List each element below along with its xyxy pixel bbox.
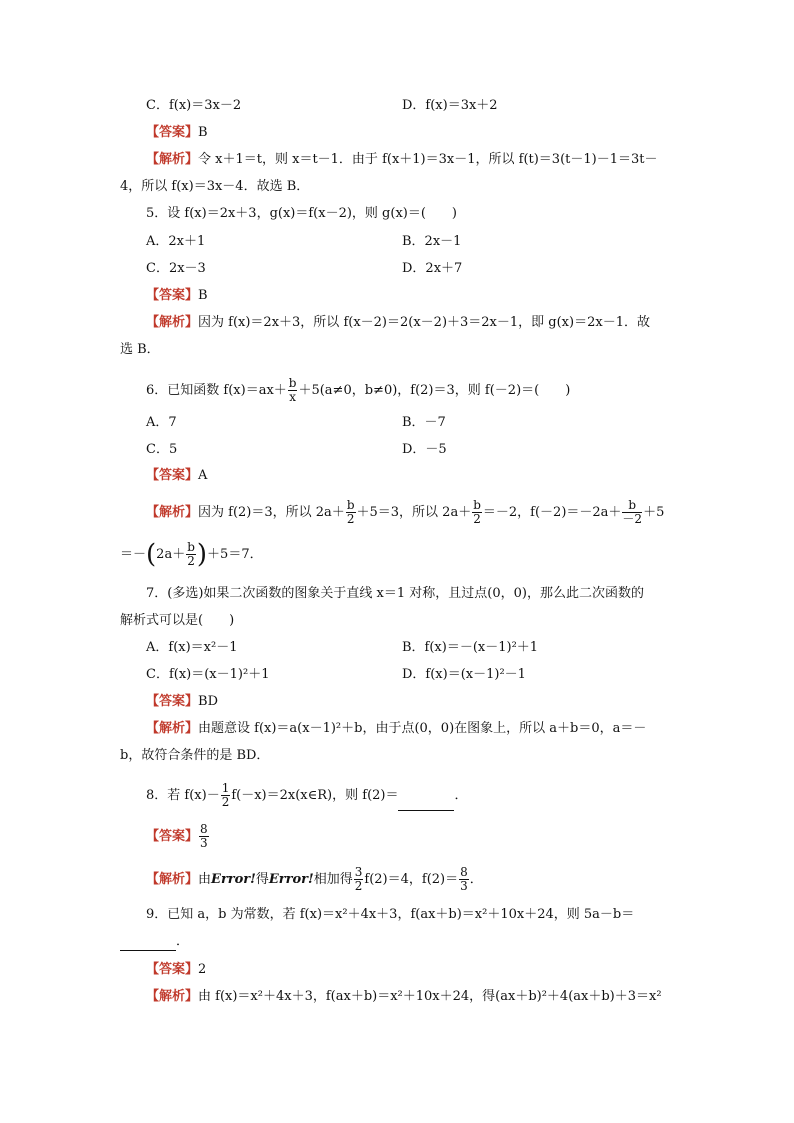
- q6-analysis-line1: [146, 498, 664, 528]
- denominator: 2: [187, 554, 195, 568]
- q7-analysis-line1: [146, 720, 646, 738]
- q6-option-b: B．－7: [402, 415, 446, 430]
- numerator: b: [187, 540, 195, 554]
- stem-text: 6．已知函数 f(x)＝ax＋: [146, 383, 287, 398]
- answer-tag: 【答案】: [146, 694, 199, 709]
- analysis-text: ＝－: [120, 547, 147, 562]
- answer-value: B: [198, 288, 208, 303]
- numerator: b: [288, 376, 297, 390]
- answer-tag: 【答案】: [146, 468, 199, 483]
- q7-option-c: C．f(x)＝(x－1)²＋1: [146, 667, 270, 682]
- answer-tag: 【答案】: [146, 962, 199, 977]
- q8-analysis: [146, 865, 483, 895]
- right-paren: ): [196, 539, 208, 570]
- stem-text: ．: [454, 788, 468, 803]
- analysis-text: ＋5＝7．: [207, 547, 263, 562]
- analysis-tag: 【解析】: [146, 152, 199, 167]
- q7-option-a: A．f(x)＝x²－1: [146, 640, 238, 655]
- numerator: b: [622, 499, 642, 513]
- answer-tag: 【答案】: [146, 829, 199, 844]
- numerator: b: [473, 498, 481, 512]
- fraction: [354, 866, 364, 893]
- analysis-text: 相加得: [313, 872, 353, 887]
- answer-value: A: [198, 468, 208, 483]
- denominator: 3: [460, 879, 468, 893]
- numerator: 8: [200, 822, 208, 836]
- analysis-tag: 【解析】: [146, 721, 199, 736]
- answer-fraction: [199, 823, 209, 850]
- stem-text: ．: [176, 934, 190, 949]
- answer-value: 2: [198, 962, 207, 977]
- q8-stem: [146, 781, 468, 811]
- q6-analysis-line2: [120, 540, 263, 570]
- analysis-tag: 【解析】: [146, 315, 199, 330]
- q6-stem: [146, 376, 570, 406]
- q9-stem-line1: 9．已知 a，b 为常数，若 f(x)＝x²＋4x＋3，f(ax＋b)＝x²＋10x＋24，则 5a－b＝: [146, 907, 635, 922]
- error-placeholder: Error!: [268, 872, 314, 887]
- denominator: x: [289, 390, 297, 404]
- q6-answer: [146, 467, 207, 485]
- fraction: [186, 541, 196, 568]
- q5-answer: [146, 287, 208, 305]
- q7-stem-line2: 解析式可以是( ): [120, 613, 235, 628]
- q4-option-c: C．f(x)＝3x－2: [146, 98, 242, 113]
- answer-tag: 【答案】: [146, 288, 199, 303]
- q4-answer: [146, 124, 208, 142]
- fraction: [288, 377, 298, 404]
- numerator: b: [346, 498, 355, 512]
- q6-option-c: C．5: [146, 442, 178, 457]
- stem-text: ＋5(a≠0，b≠0)，f(2)＝3，则 f(－2)＝( ): [298, 383, 571, 398]
- answer-value: B: [198, 125, 208, 140]
- denominator: 2: [346, 512, 355, 526]
- denominator: 2: [221, 795, 230, 809]
- analysis-tag: 【解析】: [146, 505, 199, 520]
- analysis-text: ＋5: [643, 505, 665, 520]
- fraction: [459, 866, 469, 893]
- fraction: [346, 499, 356, 526]
- q5-stem: 5．设 f(x)＝2x＋3，g(x)＝f(x－2)，则 g(x)＝( ): [146, 206, 457, 221]
- analysis-tag: 【解析】: [146, 872, 199, 887]
- error-placeholder: Error!: [211, 872, 256, 887]
- q7-option-b: B．f(x)＝－(x－1)²＋1: [402, 640, 539, 655]
- fraction: [472, 499, 482, 526]
- analysis-text: 由题意设 f(x)＝a(x－1)²＋b，由于点(0，0)在图象上，所以 a＋b＝0，a＝－: [198, 721, 647, 736]
- analysis-text: ．: [469, 872, 483, 887]
- analysis-text: 得: [255, 872, 269, 887]
- numerator: 8: [460, 865, 468, 879]
- analysis-text: 由 f(x)＝x²＋4x＋3，f(ax＋b)＝x²＋10x＋24，得(ax＋b)²＋4(ax＋b)＋3＝x²: [198, 989, 662, 1004]
- analysis-text: f(2)＝4，f(2)＝: [364, 872, 459, 887]
- q8-answer: [146, 822, 210, 852]
- stem-text: 8．若 f(x)－: [146, 788, 220, 803]
- answer-blank[interactable]: [120, 936, 176, 951]
- analysis-tag: 【解析】: [146, 989, 199, 1004]
- q4-option-d: D．f(x)＝3x＋2: [402, 98, 498, 113]
- left-paren: (: [146, 539, 157, 570]
- analysis-text: 2a＋: [156, 547, 186, 562]
- stem-text: f(－x)＝2x(x∈R)，则 f(2)＝: [231, 788, 399, 803]
- analysis-text: ＋5＝3，所以 2a＋: [356, 505, 472, 520]
- q6-option-a: A．7: [146, 415, 177, 430]
- denominator: 2: [473, 512, 481, 526]
- q5-option-d: D．2x＋7: [402, 261, 463, 276]
- q4-analysis-line1: [146, 151, 658, 169]
- q9-answer: [146, 961, 206, 979]
- q9-analysis-line1: [146, 988, 662, 1006]
- analysis-text: 由: [198, 872, 212, 887]
- answer-tag: 【答案】: [146, 125, 199, 140]
- answer-value: BD: [198, 694, 218, 709]
- numerator: 1: [221, 781, 230, 795]
- fraction: [622, 499, 642, 526]
- analysis-text: 因为 f(x)＝2x＋3，所以 f(x－2)＝2(x－2)＋3＝2x－1，即 g(x)＝2x－1．故: [198, 315, 650, 330]
- answer-blank[interactable]: [398, 796, 454, 811]
- denominator: －2: [622, 512, 643, 526]
- q5-option-c: C．2x－3: [146, 261, 206, 276]
- q7-analysis-line2: b，故符合条件的是 BD．: [120, 748, 270, 763]
- fraction: [221, 782, 231, 809]
- q5-option-b: B．2x－1: [402, 234, 462, 249]
- q5-analysis-line2: 选 B．: [120, 342, 160, 357]
- q4-analysis-line2: 4，所以 f(x)＝3x－4．故选 B．: [120, 179, 310, 194]
- q7-option-d: D．f(x)＝(x－1)²－1: [402, 667, 526, 682]
- q5-analysis-line1: [146, 314, 650, 332]
- denominator: 3: [200, 836, 208, 850]
- analysis-text: 因为 f(2)＝3，所以 2a＋: [198, 505, 345, 520]
- analysis-text: 令 x＋1＝t，则 x＝t－1．由于 f(x＋1)＝3x－1，所以 f(t)＝3(t－1)－1＝3t－: [198, 152, 658, 167]
- q7-answer: [146, 693, 218, 711]
- denominator: 2: [354, 879, 363, 893]
- q9-stem-line2: [120, 933, 189, 951]
- q6-option-d: D．－5: [402, 442, 447, 457]
- analysis-text: ＝－2，f(－2)＝－2a＋: [482, 505, 622, 520]
- q5-option-a: A．2x＋1: [146, 234, 206, 249]
- q7-stem-line1: 7．(多选)如果二次函数的图象关于直线 x＝1 对称，且过点(0，0)，那么此二次函数的: [146, 586, 644, 601]
- numerator: 3: [354, 865, 363, 879]
